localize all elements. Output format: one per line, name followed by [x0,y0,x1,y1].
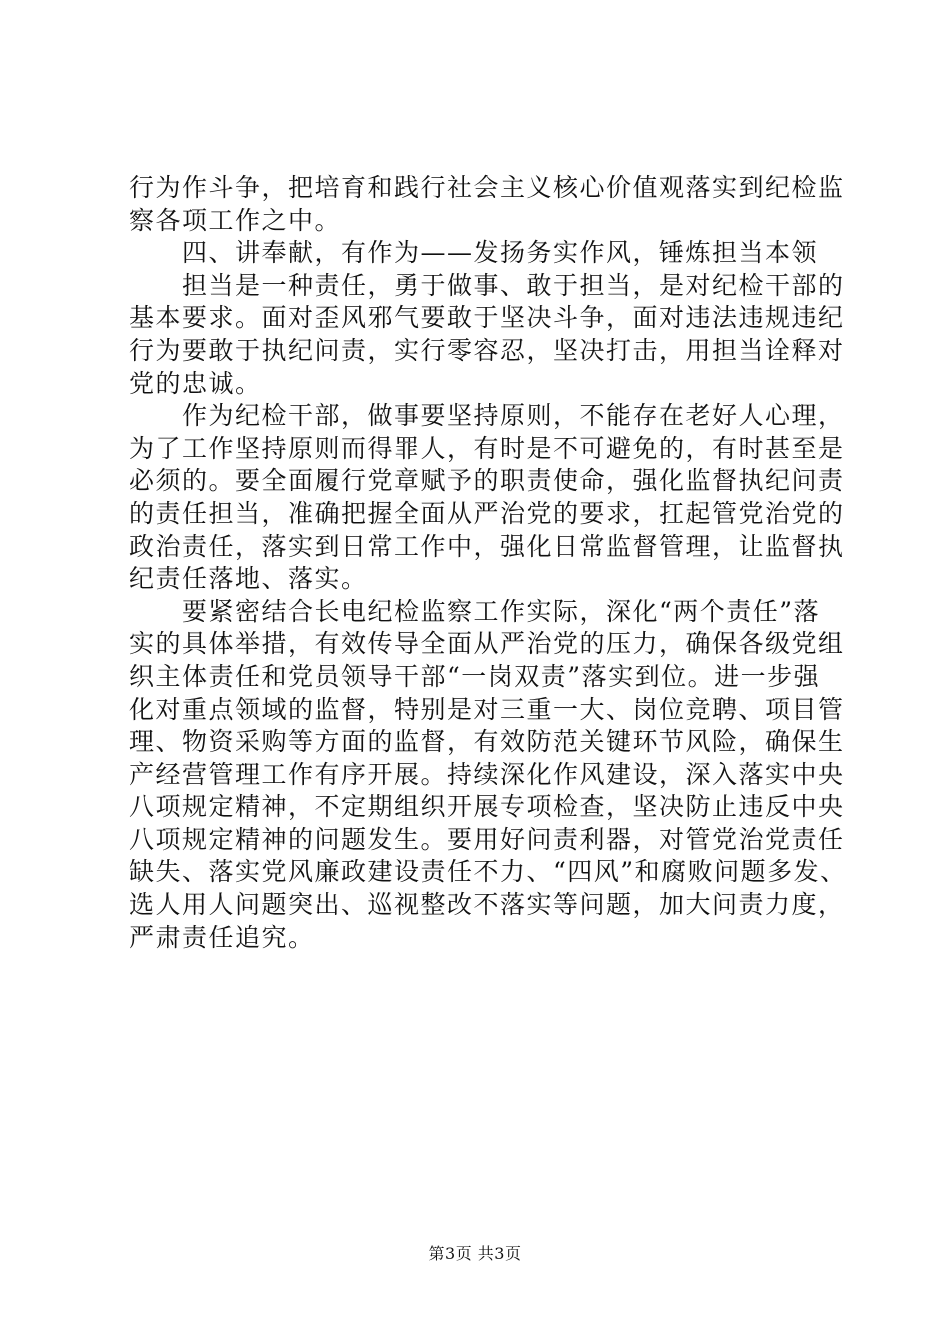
text-line: 化对重点领域的监督，特别是对三重一大、岗位竞聘、项目管 [129,694,845,724]
text-line: 党的忠诚。 [129,368,262,398]
text-line: 产经营管理工作有序开展。持续深化作风建设，深入落实中央 [129,759,845,789]
text-line: 行为要敢于执纪问责，实行零容忍，坚决打击，用担当诠释对 [129,335,845,365]
text-line: 实的具体举措，有效传导全面从严治党的压力，确保各级党组 [129,629,845,659]
text-line: 察各项工作之中。 [129,205,342,235]
text-line: 理、物资采购等方面的监督，有效防范关键环节风险，确保生 [129,727,845,757]
text-line: 要紧密结合长电纪检监察工作实际，深化“两个责任”落 [129,596,821,626]
text-line: 纪责任落地、落实。 [129,564,368,594]
text-line: 选人用人问题突出、巡视整改不落实等问题，加大问责力度， [129,890,845,920]
page-number-footer: 第3页 共3页 [428,1244,522,1263]
text-line: 基本要求。面对歪风邪气要敢于坚决斗争，面对违法违规违纪 [129,303,845,333]
text-line: 为了工作坚持原则而得罪人，有时是不可避免的，有时甚至是 [129,433,845,463]
text-line: 担当是一种责任，勇于做事、敢于担当，是对纪检干部的 [129,270,845,300]
text-line: 缺失、落实党风廉政建设责任不力、“四风”和腐败问题多发、 [129,857,847,887]
document-body [129,172,889,954]
text-line: 织主体责任和党员领导干部“一岗双责”落实到位。进一步强 [129,661,821,691]
section-heading: 四、讲奉献，有作为——发扬务实作风，锤炼担当本领 [129,238,819,268]
text-line: 的责任担当，准确把握全面从严治党的要求，扛起管党治党的 [129,498,845,528]
text-line: 作为纪检干部，做事要坚持原则，不能存在老好人心理， [129,401,845,431]
text-line: 八项规定精神的问题发生。要用好问责利器，对管党治党责任 [129,824,845,854]
text-line: 严肃责任追究。 [129,922,315,952]
text-line: 行为作斗争，把培育和践行社会主义核心价值观落实到纪检监 [129,173,845,202]
text-line: 政治责任，落实到日常工作中，强化日常监督管理，让监督执 [129,531,845,561]
text-line: 八项规定精神，不定期组织开展专项检查，坚决防止违反中央 [129,792,845,822]
text-line: 必须的。要全面履行党章赋予的职责使命，强化监督执纪问责 [129,466,845,496]
